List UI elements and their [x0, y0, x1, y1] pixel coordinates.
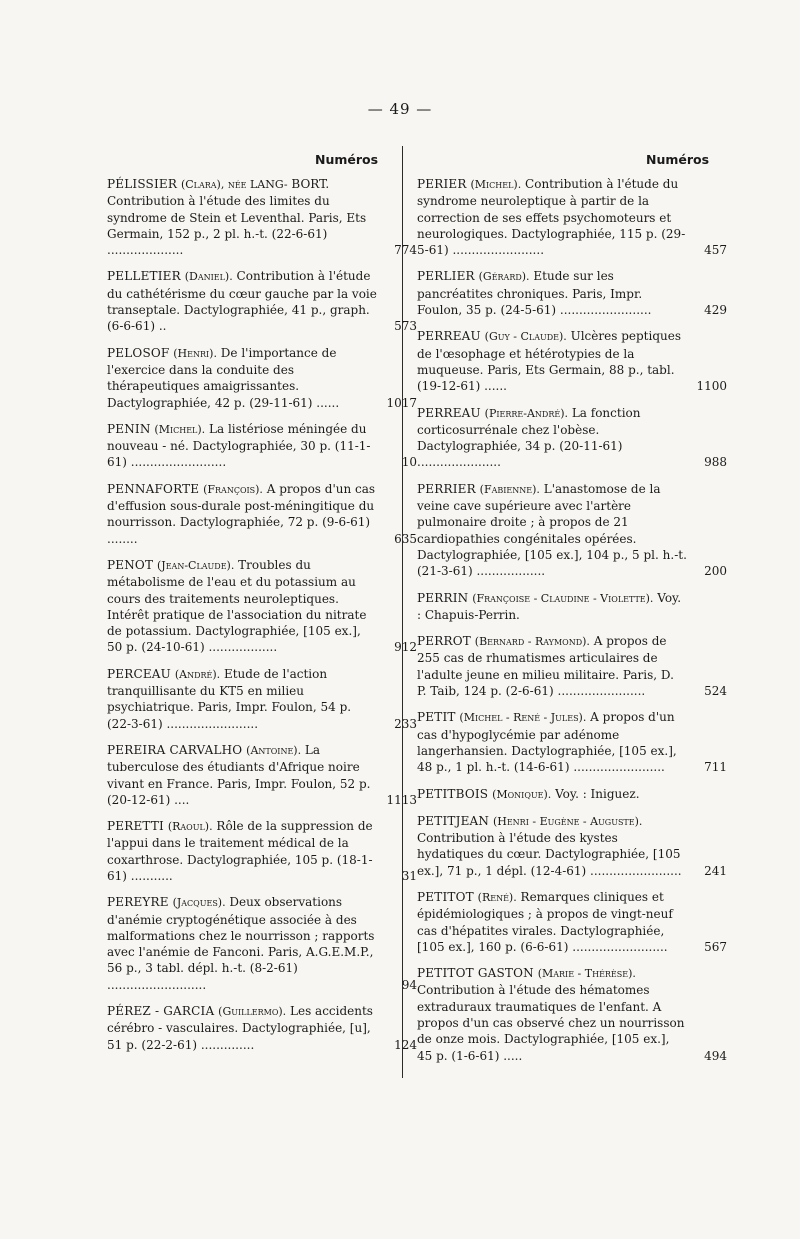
entry-surname: PERCEAU	[107, 666, 171, 681]
entry-number: 567	[704, 939, 727, 954]
entry-number: 774	[394, 243, 417, 258]
entry-number: 912	[394, 640, 417, 655]
entry-surname: PERREAU	[417, 405, 481, 420]
index-entry	[107, 481, 417, 547]
index-entry	[417, 176, 727, 258]
entry-description: Deux observations d'anémie cryptogénétique associée à des malformations chez le nourrisson ; rapports avec l'anémie de Fanconi. Paris, A.G.E.M.P., 56 p., 3 tabl. dépl. h.-t. (8-2-61) ..........................	[107, 895, 375, 992]
index-entry	[417, 813, 727, 879]
entry-given-name: (François).	[203, 482, 263, 496]
entry-surname: PERREAU	[417, 329, 481, 344]
entry-number: 457	[704, 243, 727, 258]
entry-given-name: (Bernard - Raymond).	[474, 635, 590, 649]
index-entry	[417, 481, 727, 580]
entry-description: Remarques cliniques et épidémiologiques ; à propos de vingt-neuf cas d'hépatites virales. Dactylographiée, [105 ex.], 160 p. (6-6-61) .........................	[417, 889, 673, 954]
entry-number: 94	[401, 977, 417, 992]
entry-surname: PENIN	[107, 421, 151, 436]
entry-given-name: (Gérard).	[478, 270, 530, 284]
entry-description: Les accidents cérébro - vasculaires. Dactylographiée, [u], 51 p. (22-2-61) ..............	[107, 1004, 373, 1052]
entry-number: 200	[704, 564, 727, 579]
entry-number: 31	[401, 868, 417, 883]
entry-given-name: (André).	[174, 667, 221, 681]
entry-description: Etude de l'action tranquillisante du KT5 en milieu psychiatrique. Paris, Impr. Foulon, 54 p. (22-3-61) ........................	[107, 666, 352, 731]
index-entry	[417, 709, 727, 775]
column-divider	[402, 146, 403, 1078]
entry-surname: PERIER	[417, 177, 467, 191]
entry-description: Troubles du métabolisme de l'eau et du potassium au cours des traitements neuroleptiques. Intérêt pratique de l'association du nitrate de potassium. Dactylographiée, [105 ex.], 50 p. (24-10-61) ..................	[107, 557, 367, 655]
entry-surname: PEREIRA CARVALHO	[107, 742, 243, 757]
entry-description: A propos de 255 cas de rhumatismes articulaires de l'adulte jeune en milieu militaire. Paris, D. P. Taib, 124 p. (2-6-61) .......................	[417, 634, 674, 699]
index-entry	[417, 328, 727, 394]
index-entry	[417, 590, 687, 624]
index-entry	[417, 405, 727, 471]
entry-given-name: (Jacques).	[172, 896, 226, 910]
index-entry	[107, 818, 417, 884]
entry-given-name: (Michel).	[470, 178, 522, 191]
entry-description: Etude sur les pancréatites chroniques. Paris, Impr. Foulon, 35 p. (24-5-61) ........................	[417, 269, 652, 318]
entry-number: 1017	[386, 395, 417, 410]
entry-given-name: (Michel).	[154, 422, 206, 436]
entry-surname: PETITJEAN	[417, 813, 490, 828]
entry-number: 494	[704, 1048, 727, 1063]
index-entry	[107, 666, 417, 732]
entry-surname: PERLIER	[417, 269, 475, 284]
entry-given-name: (René).	[477, 890, 517, 904]
page-number: — 49 —	[367, 100, 433, 118]
entry-given-name: (Michel - René - Jules).	[459, 711, 587, 725]
entry-number: 1100	[696, 379, 727, 394]
entry-number: 711	[704, 760, 727, 775]
index-entry	[107, 557, 417, 656]
index-entry	[417, 889, 727, 955]
index-entry	[107, 345, 417, 411]
entry-surname: PETIT	[417, 710, 456, 725]
entry-given-name: (Monique).	[492, 787, 552, 801]
right-column	[417, 176, 727, 1074]
index-entry	[417, 965, 727, 1064]
entry-surname: PERRIN	[417, 590, 469, 605]
entry-number: 233	[394, 716, 417, 731]
entry-surname: PETITOT GASTON	[417, 966, 534, 981]
entry-given-name: (Henri).	[173, 346, 217, 360]
entry-given-name: (Clara), née LANG-	[180, 178, 288, 191]
index-entry	[107, 1003, 417, 1053]
entry-given-name: (Françoise - Claudine - Violette).	[472, 591, 654, 605]
entry-number: 124	[394, 1037, 417, 1052]
entry-given-name: (Raoul).	[167, 820, 213, 834]
entry-number: 1113	[386, 792, 417, 807]
entry-description: Voy. : Chapuis-Perrin.	[417, 590, 682, 622]
entry-surname: PERETTI	[107, 819, 164, 834]
entry-number: 635	[394, 531, 417, 546]
entry-description: Ulcères peptiques de l'œsophage et hétérotypies de la muqueuse. Paris, Ets Germain, 88 p., tabl. (19-12-61) ......	[417, 329, 681, 394]
entry-number: 241	[704, 863, 727, 878]
index-entry	[107, 894, 417, 993]
entry-number: 10	[401, 455, 417, 470]
entry-description: Contribution à l'étude du cathétérisme du cœur gauche par la voie transeptale. Dactylographiée, 41 p., graph. (6-6-61) ..	[107, 269, 377, 334]
index-entry	[417, 786, 687, 803]
column-header-right: Numéros	[646, 152, 710, 167]
entry-number: 573	[394, 319, 417, 334]
entry-description: BORT. Contribution à l'étude des limites du syndrome de Stein et Leventhal. Paris, Ets Germain, 152 p., 2 pl. h.-t. (22-6-61) ....................	[107, 177, 367, 258]
entry-given-name: (Daniel).	[184, 270, 233, 284]
entry-number: 988	[704, 455, 727, 470]
index-entry	[107, 268, 417, 334]
entry-given-name: (Antoine).	[246, 743, 302, 757]
index-entry	[417, 633, 727, 699]
entry-surname: PERROT	[417, 634, 471, 649]
entry-description: De l'importance de l'exercice dans la conduite des thérapeutiques amaigrissantes. Dactylographiée, 42 p. (29-11-61) ......	[107, 345, 340, 410]
entry-given-name: (Guillermo).	[218, 1005, 287, 1019]
entry-surname: PENNAFORTE	[107, 481, 200, 496]
entry-given-name: (Henri - Eugène - Auguste).	[492, 814, 643, 828]
entry-description: Rôle de la suppression de l'appui dans le traitement médical de la coxarthrose. Dactylographiée, 105 p. (18-1-61) ...........	[107, 819, 373, 883]
entry-surname: PENOT	[107, 557, 154, 572]
index-entry	[107, 421, 417, 471]
index-entry	[417, 268, 727, 318]
entry-description: La fonction corticosurrénale chez l'obèse. Dactylographiée, 34 p. (20-11-61) ......................	[417, 405, 641, 470]
entry-surname: PÉLISSIER	[107, 177, 178, 191]
entry-description: L'anastomose de la veine cave supérieure avec l'artère pulmonaire droite ; à propos de 21 cardiopathies congénitales opérées. Dactylographiée, [105 ex.], 104 p., 5 pl. h.-t. (21-3-61) ..................	[417, 481, 687, 579]
column-header-left: Numéros	[315, 152, 379, 167]
entry-description: Voy. : Iniguez.	[555, 786, 640, 801]
entry-description: A propos d'un cas d'effusion sous-durale post-méningitique du nourrisson. Dactylographiée, 72 p. (9-6-61) ........	[107, 481, 376, 546]
entry-description: A propos d'un cas d'hypoglycémie par adénome langerhansien. Dactylographiée, [105 ex.], 48 p., 1 pl. h.-t. (14-6-61) ........................	[417, 710, 677, 775]
entry-given-name: (Guy - Claude).	[484, 330, 567, 344]
entry-surname: PETITBOIS	[417, 786, 489, 801]
entry-surname: PETITOT	[417, 889, 474, 904]
entry-description: Contribution à l'étude des hématomes extraduraux traumatiques de l'enfant. A propos d'un cas observé chez un nourrisson de onze mois. Dactylographiée, [105 ex.], 45 p. (1-6-61) .....	[417, 983, 685, 1063]
left-column	[107, 176, 417, 1063]
entry-description: Contribution à l'étude du syndrome neuroleptique à partir de la correction de ses effets psychomoteurs et neurologiques. Dactylographiée, 115 p. (29-5-61) ........................	[417, 177, 686, 258]
entry-surname: PERRIER	[417, 481, 476, 496]
entry-description: La tuberculose des étudiants d'Afrique noire vivant en France. Paris, Impr. Foulon, 52 p. (20-12-61) ....	[107, 742, 371, 807]
entry-given-name: (Marie - Thérèse).	[537, 967, 636, 981]
entry-number: 429	[704, 303, 727, 318]
index-entry	[107, 176, 417, 258]
entry-description: La listériose méningée du nouveau - né. Dactylographiée, 30 p. (11-1-61) .........................	[107, 421, 371, 470]
entry-number: 524	[704, 684, 727, 699]
entry-description: Contribution à l'étude des kystes hydatiques du cœur. Dactylographiée, [105 ex.], 71 p., 1 dépl. (12-4-61) ........................	[417, 831, 682, 878]
entry-surname: PÉREZ - GARCIA	[107, 1004, 215, 1019]
entry-surname: PEREYRE	[107, 895, 169, 910]
entry-surname: PELOSOF	[107, 345, 170, 360]
entry-given-name: (Fabienne).	[479, 482, 540, 496]
entry-surname: PELLETIER	[107, 269, 181, 284]
entry-given-name: (Jean-Claude).	[157, 558, 235, 572]
entry-given-name: (Pierre-André).	[484, 406, 568, 420]
index-entry	[107, 742, 417, 808]
